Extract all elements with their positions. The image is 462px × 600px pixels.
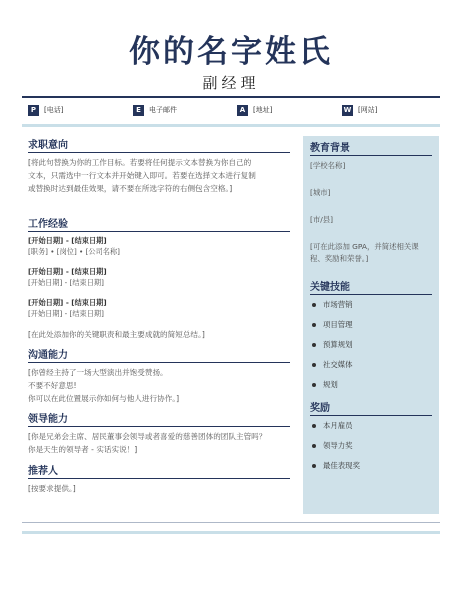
phone-icon: P	[28, 105, 39, 116]
contact-email[interactable]	[133, 103, 177, 117]
contact-bar	[22, 103, 440, 117]
skills-heading: 关键技能	[310, 278, 432, 295]
education-heading: 教育背景	[310, 139, 432, 156]
references-text[interactable]: [按要求提供。]	[28, 484, 76, 493]
awards-heading: 奖励	[310, 399, 432, 416]
communication-text[interactable]: [你曾经主持了一场大型演出并饱受赞扬。 不要不好意思! 你可以在此位置展示你如何与他人进行协作。]	[28, 368, 180, 403]
address-label: [地址]	[253, 106, 273, 114]
contact-divider	[22, 124, 440, 127]
email-label: 电子邮件	[149, 106, 177, 114]
list-item[interactable]: 领导力奖	[310, 440, 432, 452]
objective-text[interactable]: [将此句替换为你的工作目标。若要将任何提示文本替换为你自己的 文本，只需选中一行文本并开始键入即可。若要在选择文本进行复制 或替换时达到最佳效果，请不要在所选字符的右侧包含空格。]	[28, 158, 256, 193]
leadership-heading: 领导能力	[28, 410, 290, 427]
list-item[interactable]: 社交媒体	[310, 359, 432, 371]
contact-phone[interactable]	[28, 103, 63, 117]
list-item[interactable]: 本月雇员	[310, 420, 432, 432]
skills-list	[310, 299, 432, 391]
school-region[interactable]: [市/县]	[310, 215, 334, 224]
phone-label: [电话]	[44, 106, 64, 114]
school-city[interactable]: [城市]	[310, 188, 331, 197]
objective-heading: 求职意向	[28, 136, 290, 153]
footer-divider	[22, 531, 440, 534]
footer-divider-top	[22, 522, 440, 523]
candidate-name[interactable]: 你的名字姓氏	[129, 34, 333, 70]
communication-heading: 沟通能力	[28, 346, 290, 363]
website-icon: W	[343, 106, 352, 114]
contact-website[interactable]	[342, 103, 377, 117]
header-divider	[22, 96, 440, 98]
job-title[interactable]: 副经理	[202, 74, 260, 92]
job-entry[interactable]: [开始日期] - [结束日期] [职务] • [岗位] • [公司名称]	[28, 236, 120, 256]
website-label: [网站]	[358, 106, 378, 114]
email-icon: E	[133, 105, 144, 116]
experience-summary[interactable]: [在此处添加你的关键职责和最主要成就的简短总结。]	[28, 330, 205, 339]
list-item[interactable]: 市场营销	[310, 299, 432, 311]
sidebar-column	[303, 136, 439, 514]
address-icon: A	[237, 105, 248, 116]
education-note[interactable]: [可在此添加 GPA，并简述相关课程、奖励和荣誉。]	[310, 242, 419, 263]
leadership-text[interactable]: [你是兄弟会主席、居民董事会领导或者喜爱的慈善团体的团队主管吗？ 你是天生的领导者 - 实话实说！]	[28, 432, 267, 454]
list-item[interactable]: 项目管理	[310, 319, 432, 331]
awards-list	[310, 420, 432, 472]
experience-heading: 工作经验	[28, 215, 290, 232]
list-item[interactable]: 预算规划	[310, 339, 432, 351]
school-name[interactable]: [学校名称]	[310, 161, 346, 170]
job-entry[interactable]: [开始日期] - [结束日期] [开始日期] - [结束日期]	[28, 267, 107, 287]
list-item[interactable]: 规划	[310, 379, 432, 391]
job-entry[interactable]: [开始日期] - [结束日期] [开始日期] - [结束日期]	[28, 298, 107, 318]
contact-address[interactable]	[237, 103, 272, 117]
references-heading: 推荐人	[28, 462, 290, 479]
main-column	[28, 136, 290, 495]
list-item[interactable]: 最佳表现奖	[310, 460, 432, 472]
